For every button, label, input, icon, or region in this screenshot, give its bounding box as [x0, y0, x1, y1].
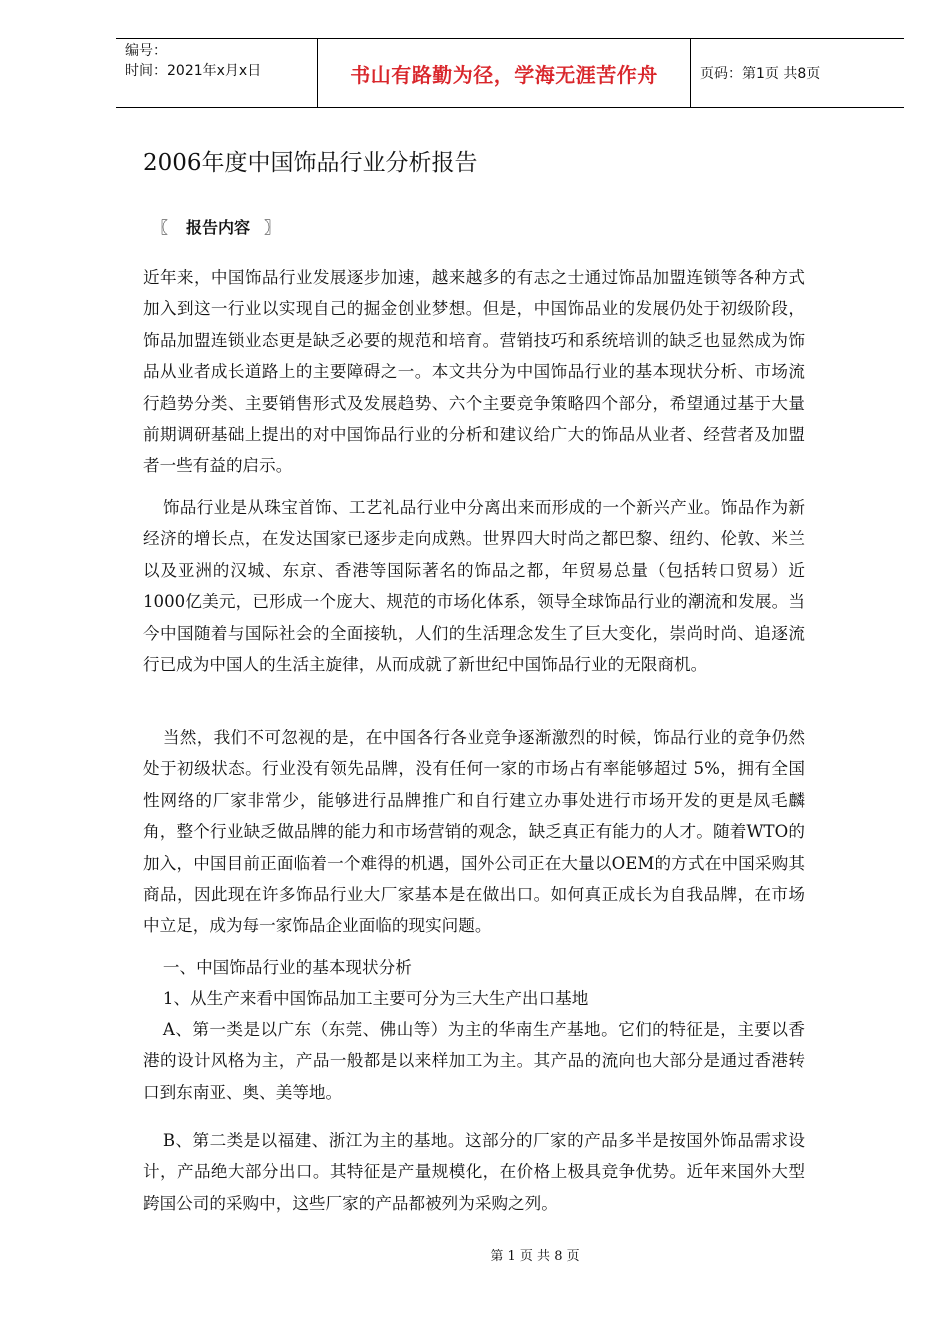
- header-motto: 书山有路勤为径，学海无涯苦作舟: [317, 39, 691, 107]
- section-heading: [152, 215, 280, 241]
- paragraph-intro: 近年来，中国饰品行业发展逐步加速，越来越多的有志之士通过饰品加盟连锁等各种方式加入到这一行业以实现自己的掘金创业梦想。但是，中国饰品业的发展仍处于初级阶段，饰品加盟连锁业态更是缺乏必要的规范和培育。营销技巧和系统培训的缺乏也显然成为饰品从业者成长道路上的主要障碍之一。本文共分为中国饰品行业的基本现状分析、市场流行趋势分类、主要销售形式及发展趋势、六个主要竞争策略四个部分，希望通过基于大量前期调研基础上提出的对中国饰品行业的分析和建议给广大的饰品从业者、经营者及加盟者一些有益的启示。: [143, 268, 805, 476]
- paragraph-industry: 饰品行业是从珠宝首饰、工艺礼品行业中分离出来而形成的一个新兴产业。饰品作为新经济的增长点，在发达国家已逐步走向成熟。世界四大时尚之都巴黎、纽约、伦敦、米兰以及亚洲的汉城、东京、香港等国际著名的饰品之都，年贸易总量（包括转口贸易）近1000亿美元，已形成一个庞大、规范的市场化体系，领导全球饰品行业的潮流和发展。当今中国随着与国际社会的全面接轨，人们的生活理念发生了巨大变化，崇尚时尚、追逐流行已成为中国人的生活主旋律，从而成就了新世纪中国饰品行业的无限商机。: [143, 498, 805, 675]
- header-meta-cell: [116, 39, 317, 107]
- document-title: 2006年度中国饰品行业分析报告: [143, 150, 478, 176]
- header-table: [116, 38, 904, 108]
- paragraph-base-b: B、第二类是以福建、浙江为主的基地。这部分的厂家的产品多半是按国外饰品需求设计，产品绝大部分出口。其特征是产量规模化，在价格上极具竞争优势。近年来国外大型跨国公司的采购中，这些厂家的产品都被列为采购之列。: [143, 1131, 805, 1213]
- section-bracket-open: 〖: [152, 218, 169, 237]
- paragraph-base-a: A、第一类是以广东（东莞、佛山等）为主的华南生产基地。它们的特征是，主要以香港的设计风格为主，产品一般都是以来样加工为主。其产品的流向也大部分是通过香港转口到东南亚、奥、美等地。: [143, 1020, 805, 1102]
- section-heading-one: 一、中国饰品行业的基本现状分析: [162, 958, 412, 977]
- page-footer: 第 1 页 共 8 页: [490, 1249, 580, 1264]
- subsection-heading-one: 1、从生产来看中国饰品加工主要可分为三大生产出口基地: [162, 989, 589, 1008]
- time-label: 时间：2021年x月x日: [125, 63, 262, 79]
- paragraph-competition: 当然，我们不可忽视的是，在中国各行各业竞争逐渐激烈的时候，饰品行业的竞争仍然处于初级状态。行业没有领先品牌，没有任何一家的市场占有率能够超过 5%，拥有全国性网络的厂家非常少，能够进行品牌推广和自行建立办事处进行市场开发的更是凤毛麟角，整个行业缺乏做品牌的能力和市场营销的观念，缺乏真正有能力的人才。随着WTO的加入，中国目前正面临着一个难得的机遇，国外公司正在大量以OEM的方式在中国采购其商品，因此现在许多饰品行业大厂家基本是在做出口。如何真正成长为自我品牌，在市场中立足，成为每一家饰品企业面临的现实问题。: [143, 728, 805, 936]
- header-page-label: 页码：第1页 共8页: [700, 66, 821, 82]
- number-label: 编号：: [125, 43, 167, 59]
- section-label: 报告内容: [186, 218, 251, 237]
- section-bracket-close: 〗: [264, 218, 281, 237]
